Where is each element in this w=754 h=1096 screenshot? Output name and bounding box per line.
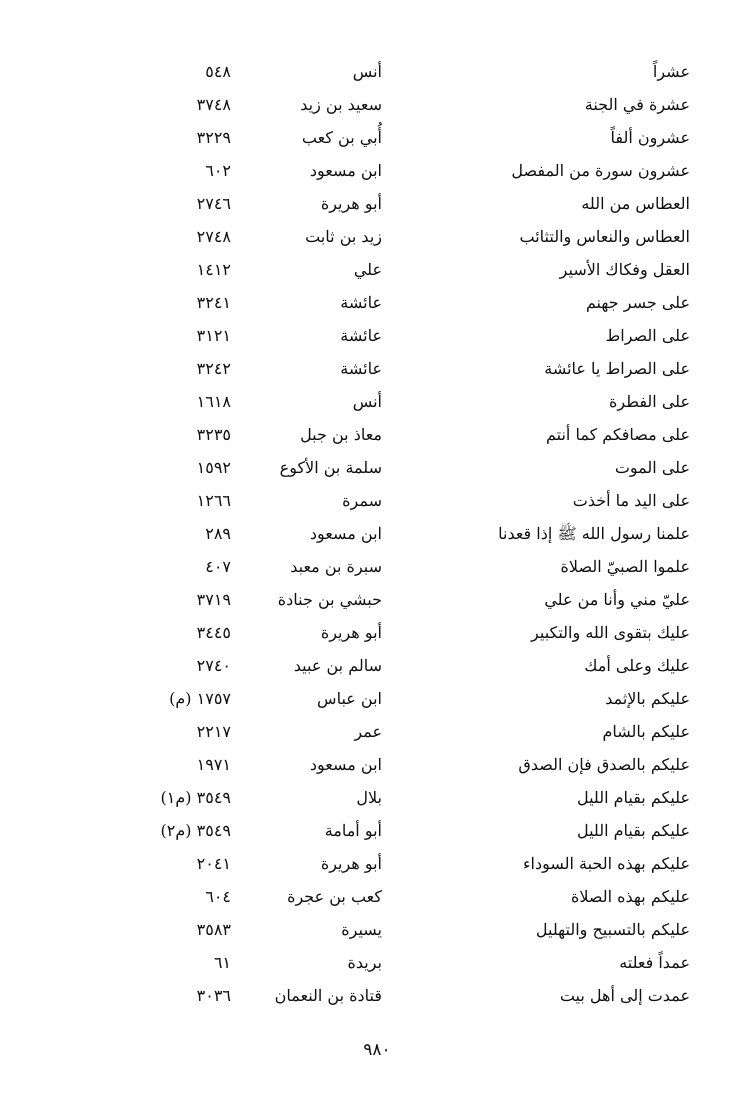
index-row [0,188,754,220]
hadith-number: ١٢٦٦ [196,491,231,510]
index-row [0,815,754,847]
hadith-phrase: عشرون سورة من المفصل [511,161,690,180]
narrator-name: ابن مسعود [309,161,382,180]
narrator-name: عائشة [340,359,382,378]
hadith-phrase: عليكم بقيام الليل [576,821,690,840]
hadith-number: ٢٢١٧ [196,722,231,741]
hadith-number: ٦١ [213,953,231,972]
narrator-name: معاذ بن جبل [300,425,382,444]
index-row [0,320,754,352]
hadith-phrase: على اليد ما أخذت [572,491,690,510]
narrator-name: علي [353,260,382,279]
hadith-phrase: عليّ مني وأنا من علي [544,590,690,609]
hadith-phrase: عشرة في الجنة [584,95,690,114]
index-row [0,551,754,583]
hadith-phrase: عشرون ألفاً [610,128,690,147]
hadith-number: ٣٠٣٦ [196,986,231,1005]
hadith-phrase: عليكم بالصدق فإن الصدق [518,755,690,774]
hadith-phrase: عليكم بقيام الليل [576,788,690,807]
page-number: ٩٨٠ [363,1040,391,1060]
hadith-number: ٦٠٤ [205,887,231,906]
hadith-number: ٤٠٧ [205,557,231,576]
index-row [0,848,754,880]
narrator-name: ابن مسعود [309,755,382,774]
narrator-name: بلال [356,788,382,807]
index-row [0,650,754,682]
index-row [0,947,754,979]
index-row [0,881,754,913]
narrator-name: أبو أمامة [324,821,382,840]
narrator-name: سبرة بن معبد [290,557,382,576]
hadith-phrase: العطاس من الله [581,194,690,213]
hadith-phrase: عليكم بالإثمد [605,689,690,708]
hadith-phrase: على الصراط [605,326,690,345]
hadith-number: ٢٧٤٠ [196,656,231,675]
index-row [0,485,754,517]
hadith-phrase: علمنا رسول الله ﷺ إذا قعدنا [498,524,690,543]
index-row [0,419,754,451]
hadith-number: ٣٢٤٢ [196,359,231,378]
narrator-name: ابن عباس [317,689,382,708]
index-row [0,221,754,253]
hadith-number: ٣٤٤٥ [196,623,231,642]
hadith-phrase: عليكم بهذه الصلاة [570,887,690,906]
hadith-number: ٥٤٨ [205,62,231,81]
hadith-number: ١٦١٨ [196,392,231,411]
narrator-name: بريدة [347,953,382,972]
hadith-number: ٣١٢١ [196,326,231,345]
hadith-phrase: علموا الصبيّ الصلاة [560,557,690,576]
hadith-number: ٣٢٤١ [196,293,231,312]
index-row [0,518,754,550]
index-row [0,782,754,814]
index-row [0,683,754,715]
hadith-phrase: على الموت [614,458,690,477]
hadith-phrase: على مصافكم كما أنتم [545,425,690,444]
index-row [0,89,754,121]
narrator-name: أبو هريرة [320,623,382,642]
hadith-number: ١٥٩٢ [196,458,231,477]
index-row [0,716,754,748]
narrator-name: عمر [354,722,382,741]
hadith-number: ١٧٥٧ (م) [169,689,231,708]
index-row [0,254,754,286]
hadith-number: ٣٢٢٩ [196,128,231,147]
hadith-phrase: العقل وفكاك الأسير [559,260,690,279]
index-row [0,353,754,385]
hadith-number: ١٩٧١ [196,755,231,774]
hadith-number: ٣٧٤٨ [196,95,231,114]
narrator-name: قتادة بن النعمان [274,986,382,1005]
index-row [0,617,754,649]
narrator-name: أُبي بن كعب [301,128,382,147]
narrator-name: سمرة [342,491,382,510]
hadith-number: ٢٨٩ [205,524,231,543]
hadith-phrase: على الصراط يا عائشة [544,359,690,378]
index-row [0,749,754,781]
hadith-number: ٣٥٤٩ (م٢) [160,821,231,840]
narrator-name: سالم بن عبيد [293,656,382,675]
narrator-name: يسيرة [341,920,382,939]
hadith-phrase: على الفطرة [608,392,690,411]
index-row [0,56,754,88]
narrator-name: عائشة [340,326,382,345]
hadith-number: ٣٥٤٩ (م١) [160,788,231,807]
narrator-name: زيد بن ثابت [305,227,382,246]
narrator-name: سلمة بن الأكوع [279,458,382,477]
hadith-phrase: عمداً فعلته [619,953,690,972]
hadith-number: ٣٢٣٥ [196,425,231,444]
narrator-name: كعب بن عجرة [287,887,382,906]
narrator-name: أبو هريرة [320,194,382,213]
index-row [0,155,754,187]
hadith-phrase: عشراً [652,62,690,81]
index-row [0,914,754,946]
hadith-number: ٢٧٤٦ [196,194,231,213]
hadith-phrase: العطاس والنعاس والتثائب [519,227,690,246]
narrator-name: أنس [352,392,382,411]
hadith-phrase: عمدت إلى أهل بيت [559,986,690,1005]
hadith-phrase: على جسر جهنم [585,293,690,312]
index-table [0,56,754,1016]
narrator-name: ابن مسعود [309,524,382,543]
narrator-name: عائشة [340,293,382,312]
hadith-phrase: عليكم بالتسبيح والتهليل [535,920,690,939]
hadith-number: ١٤١٢ [196,260,231,279]
hadith-phrase: عليك وعلى أمك [584,656,690,675]
hadith-phrase: عليك بتقوى الله والتكبير [531,623,690,642]
hadith-number: ٣٧١٩ [196,590,231,609]
narrator-name: سعيد بن زيد [300,95,382,114]
hadith-number: ٦٠٢ [205,161,231,180]
hadith-number: ٢٠٤١ [196,854,231,873]
hadith-number: ٢٧٤٨ [196,227,231,246]
hadith-phrase: عليكم بالشام [602,722,690,741]
index-row [0,122,754,154]
index-row [0,287,754,319]
index-row [0,452,754,484]
hadith-phrase: عليكم بهذه الحبة السوداء [522,854,690,873]
hadith-number: ٣٥٨٣ [196,920,231,939]
index-row [0,584,754,616]
index-row [0,386,754,418]
narrator-name: أبو هريرة [320,854,382,873]
narrator-name: حبشي بن جنادة [277,590,382,609]
index-row [0,980,754,1012]
narrator-name: أنس [352,62,382,81]
